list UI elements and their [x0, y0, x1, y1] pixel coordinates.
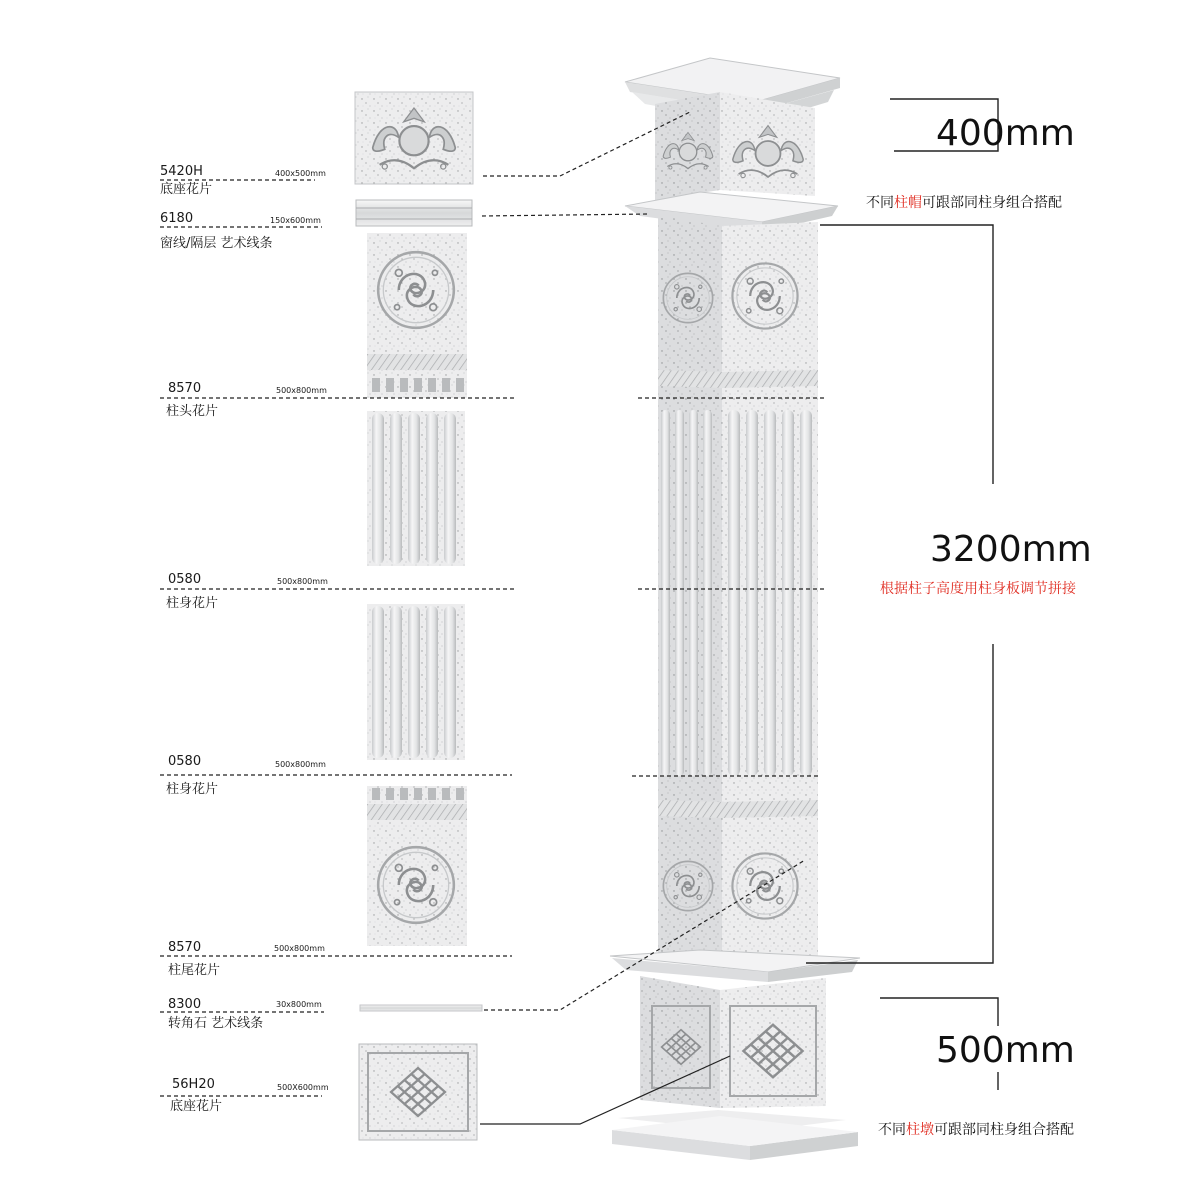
- base-note-highlight: 柱墩: [906, 1122, 934, 1138]
- part-size: 150x600mm: [270, 216, 321, 225]
- part-code: 0580: [168, 754, 202, 769]
- part-size: 30x800mm: [276, 1000, 322, 1009]
- part-size: 500x800mm: [276, 386, 327, 395]
- swatch-5420h: [355, 92, 473, 184]
- part-name: 窗线/隔层 艺术线条: [160, 236, 273, 251]
- part-name: 柱头花片: [166, 404, 219, 419]
- base-note: [878, 1121, 1074, 1139]
- base-note-pre: 不同: [878, 1122, 906, 1138]
- cap-note-pre: 不同: [866, 195, 894, 211]
- part-name: 底座花片: [160, 182, 213, 197]
- part-code: 5420H: [160, 164, 203, 179]
- part-size: 400x500mm: [275, 169, 326, 178]
- part-size: 500x800mm: [277, 577, 328, 586]
- swatch-8570-head: [367, 233, 467, 398]
- part-code: 0580: [168, 572, 202, 587]
- shaft-height-value: 3200mm: [930, 529, 1092, 570]
- part-code: 6180: [160, 211, 194, 226]
- leader-lines: [160, 99, 998, 1124]
- part-name: 柱尾花片: [168, 963, 221, 978]
- part-name: 柱身花片: [166, 782, 219, 797]
- swatch-6180: [356, 200, 472, 226]
- base-note-post: 可跟部同柱身组合搭配: [934, 1122, 1074, 1138]
- part-name: 柱身花片: [166, 596, 219, 611]
- swatch-8570-tail: [367, 786, 467, 946]
- base-height-value: 500mm: [936, 1030, 1075, 1071]
- cap-note: [866, 194, 1062, 212]
- part-code: 8300: [168, 997, 202, 1012]
- part-size: 500x800mm: [275, 760, 326, 769]
- part-code: 8570: [168, 381, 202, 396]
- shaft-note: 根据柱子高度用柱身板调节拼接: [880, 581, 1076, 597]
- part-name: 转角石 艺术线条: [168, 1016, 264, 1031]
- swatch-56h20: [359, 1044, 477, 1140]
- swatch-0580-1: [367, 411, 465, 566]
- cap-height-value: 400mm: [936, 113, 1075, 154]
- part-size: 500x800mm: [274, 944, 325, 953]
- part-name: 底座花片: [170, 1099, 223, 1114]
- column-render: [610, 58, 860, 1160]
- part-code: 8570: [168, 940, 202, 955]
- cap-note-post: 可跟部同柱身组合搭配: [922, 195, 1062, 211]
- cap-note-highlight: 柱帽: [894, 195, 922, 211]
- part-code: 56H20: [172, 1077, 215, 1092]
- swatch-8300: [360, 1005, 482, 1011]
- part-size: 500X600mm: [277, 1083, 329, 1092]
- swatch-0580-2: [367, 604, 465, 760]
